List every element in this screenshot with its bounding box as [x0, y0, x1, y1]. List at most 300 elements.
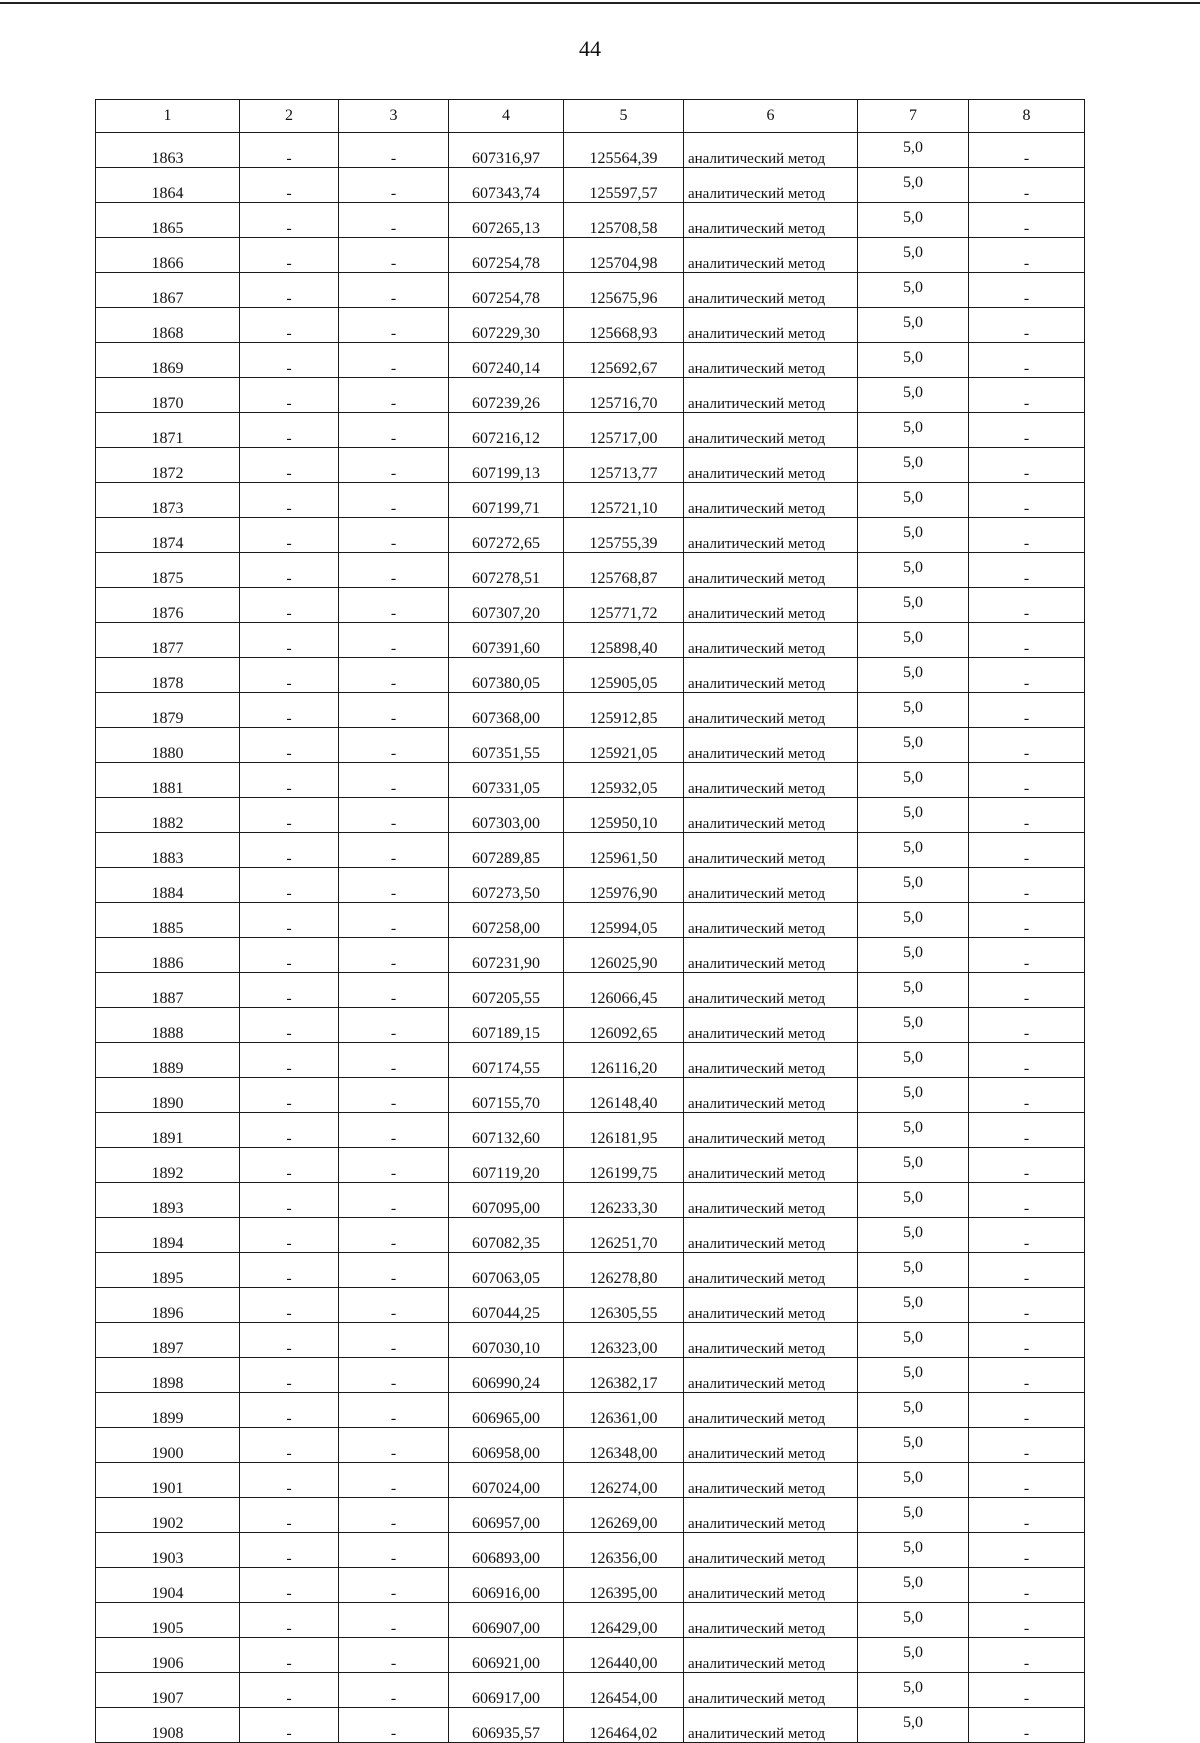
cell-col2: - [240, 1183, 339, 1218]
coordinate-x: 607189,15 [449, 1008, 564, 1043]
table-row [96, 693, 1085, 728]
accuracy: 5,0 [858, 588, 969, 623]
table-row [96, 1183, 1085, 1218]
coordinate-x: 607273,50 [449, 868, 564, 903]
table-row [96, 1428, 1085, 1463]
point-number: 1872 [96, 448, 240, 483]
accuracy: 5,0 [858, 1708, 969, 1743]
cell-col8: - [969, 728, 1085, 763]
coordinate-x: 606921,00 [449, 1638, 564, 1673]
method: аналитический метод [684, 658, 858, 693]
accuracy: 5,0 [858, 1183, 969, 1218]
coordinate-y: 125976,90 [564, 868, 684, 903]
coordinate-y: 125994,05 [564, 903, 684, 938]
cell-col3: - [339, 973, 449, 1008]
coordinate-y: 126305,55 [564, 1288, 684, 1323]
cell-col8: - [969, 1008, 1085, 1043]
point-number: 1898 [96, 1358, 240, 1393]
point-number: 1881 [96, 763, 240, 798]
cell-col8: - [969, 1043, 1085, 1078]
method: аналитический метод [684, 1288, 858, 1323]
point-number: 1885 [96, 903, 240, 938]
cell-col2: - [240, 868, 339, 903]
cell-col3: - [339, 623, 449, 658]
coordinate-y: 126274,00 [564, 1463, 684, 1498]
cell-col8: - [969, 658, 1085, 693]
coordinate-y: 125768,87 [564, 553, 684, 588]
table-row [96, 1463, 1085, 1498]
point-number: 1866 [96, 238, 240, 273]
cell-col3: - [339, 728, 449, 763]
coordinate-y: 126251,70 [564, 1218, 684, 1253]
method: аналитический метод [684, 763, 858, 798]
accuracy: 5,0 [858, 273, 969, 308]
cell-col8: - [969, 693, 1085, 728]
accuracy: 5,0 [858, 553, 969, 588]
table-row [96, 798, 1085, 833]
coordinate-x: 607258,00 [449, 903, 564, 938]
coordinate-x: 606965,00 [449, 1393, 564, 1428]
cell-col3: - [339, 1568, 449, 1603]
coordinate-x: 607216,12 [449, 413, 564, 448]
coordinate-x: 607343,74 [449, 168, 564, 203]
coordinates-table [95, 99, 1085, 1743]
cell-col3: - [339, 798, 449, 833]
accuracy: 5,0 [858, 378, 969, 413]
cell-col3: - [339, 1708, 449, 1743]
accuracy: 5,0 [858, 133, 969, 168]
method: аналитический метод [684, 1218, 858, 1253]
point-number: 1902 [96, 1498, 240, 1533]
coordinate-x: 607155,70 [449, 1078, 564, 1113]
cell-col8: - [969, 1533, 1085, 1568]
column-header: 5 [564, 100, 684, 133]
method: аналитический метод [684, 1078, 858, 1113]
cell-col3: - [339, 938, 449, 973]
point-number: 1865 [96, 203, 240, 238]
cell-col3: - [339, 763, 449, 798]
point-number: 1863 [96, 133, 240, 168]
method: аналитический метод [684, 1113, 858, 1148]
accuracy: 5,0 [858, 868, 969, 903]
coordinate-y: 125961,50 [564, 833, 684, 868]
column-header: 6 [684, 100, 858, 133]
method: аналитический метод [684, 1148, 858, 1183]
cell-col2: - [240, 1603, 339, 1638]
accuracy: 5,0 [858, 1218, 969, 1253]
cell-col3: - [339, 833, 449, 868]
coordinate-x: 607205,55 [449, 973, 564, 1008]
coordinate-x: 607380,05 [449, 658, 564, 693]
cell-col2: - [240, 1498, 339, 1533]
cell-col2: - [240, 1568, 339, 1603]
point-number: 1894 [96, 1218, 240, 1253]
coordinate-x: 607199,71 [449, 483, 564, 518]
table-row [96, 1568, 1085, 1603]
coordinate-x: 607119,20 [449, 1148, 564, 1183]
coordinate-y: 126199,75 [564, 1148, 684, 1183]
cell-col3: - [339, 553, 449, 588]
coordinate-y: 125755,39 [564, 518, 684, 553]
point-number: 1880 [96, 728, 240, 763]
coordinate-y: 126440,00 [564, 1638, 684, 1673]
cell-col2: - [240, 658, 339, 693]
method: аналитический метод [684, 693, 858, 728]
cell-col8: - [969, 448, 1085, 483]
table-row [96, 1043, 1085, 1078]
cell-col8: - [969, 833, 1085, 868]
cell-col8: - [969, 798, 1085, 833]
cell-col8: - [969, 903, 1085, 938]
accuracy: 5,0 [858, 1463, 969, 1498]
point-number: 1879 [96, 693, 240, 728]
cell-col2: - [240, 728, 339, 763]
cell-col3: - [339, 1463, 449, 1498]
accuracy: 5,0 [858, 1078, 969, 1113]
coordinate-x: 606958,00 [449, 1428, 564, 1463]
cell-col8: - [969, 518, 1085, 553]
coordinate-y: 126356,00 [564, 1533, 684, 1568]
method: аналитический метод [684, 343, 858, 378]
table-row [96, 238, 1085, 273]
method: аналитический метод [684, 1533, 858, 1568]
coordinate-x: 606990,24 [449, 1358, 564, 1393]
coordinate-y: 126066,45 [564, 973, 684, 1008]
accuracy: 5,0 [858, 1393, 969, 1428]
method: аналитический метод [684, 1673, 858, 1708]
cell-col3: - [339, 1008, 449, 1043]
method: аналитический метод [684, 728, 858, 763]
cell-col2: - [240, 1148, 339, 1183]
cell-col2: - [240, 308, 339, 343]
column-header: 4 [449, 100, 564, 133]
cell-col8: - [969, 1078, 1085, 1113]
coordinate-x: 607174,55 [449, 1043, 564, 1078]
cell-col2: - [240, 588, 339, 623]
accuracy: 5,0 [858, 623, 969, 658]
table-row [96, 973, 1085, 1008]
accuracy: 5,0 [858, 1603, 969, 1638]
accuracy: 5,0 [858, 1008, 969, 1043]
point-number: 1905 [96, 1603, 240, 1638]
coordinate-y: 126269,00 [564, 1498, 684, 1533]
cell-col3: - [339, 1393, 449, 1428]
method: аналитический метод [684, 238, 858, 273]
coordinate-x: 607229,30 [449, 308, 564, 343]
method: аналитический метод [684, 1568, 858, 1603]
cell-col2: - [240, 1708, 339, 1743]
method: аналитический метод [684, 798, 858, 833]
cell-col3: - [339, 1638, 449, 1673]
table-row [96, 1218, 1085, 1253]
method: аналитический метод [684, 938, 858, 973]
accuracy: 5,0 [858, 1253, 969, 1288]
cell-col8: - [969, 133, 1085, 168]
point-number: 1889 [96, 1043, 240, 1078]
accuracy: 5,0 [858, 1428, 969, 1463]
point-number: 1874 [96, 518, 240, 553]
cell-col3: - [339, 203, 449, 238]
cell-col3: - [339, 133, 449, 168]
accuracy: 5,0 [858, 973, 969, 1008]
cell-col3: - [339, 1323, 449, 1358]
method: аналитический метод [684, 1183, 858, 1218]
cell-col3: - [339, 273, 449, 308]
cell-col8: - [969, 763, 1085, 798]
table-row [96, 658, 1085, 693]
cell-col8: - [969, 308, 1085, 343]
cell-col2: - [240, 413, 339, 448]
accuracy: 5,0 [858, 1568, 969, 1603]
column-header: 3 [339, 100, 449, 133]
accuracy: 5,0 [858, 1323, 969, 1358]
cell-col8: - [969, 343, 1085, 378]
cell-col2: - [240, 903, 339, 938]
cell-col8: - [969, 1568, 1085, 1603]
point-number: 1900 [96, 1428, 240, 1463]
coordinate-x: 607254,78 [449, 273, 564, 308]
table-row [96, 343, 1085, 378]
cell-col2: - [240, 238, 339, 273]
method: аналитический метод [684, 168, 858, 203]
cell-col3: - [339, 1428, 449, 1463]
table-row [96, 1078, 1085, 1113]
method: аналитический метод [684, 623, 858, 658]
column-header: 8 [969, 100, 1085, 133]
cell-col8: - [969, 938, 1085, 973]
cell-col3: - [339, 1673, 449, 1708]
point-number: 1875 [96, 553, 240, 588]
accuracy: 5,0 [858, 308, 969, 343]
coordinate-y: 125912,85 [564, 693, 684, 728]
accuracy: 5,0 [858, 203, 969, 238]
cell-col3: - [339, 1253, 449, 1288]
coordinate-x: 607199,13 [449, 448, 564, 483]
point-number: 1869 [96, 343, 240, 378]
cell-col3: - [339, 1113, 449, 1148]
method: аналитический метод [684, 1708, 858, 1743]
cell-col3: - [339, 448, 449, 483]
coordinate-x: 607132,60 [449, 1113, 564, 1148]
coordinate-x: 607307,20 [449, 588, 564, 623]
table-row [96, 378, 1085, 413]
cell-col8: - [969, 553, 1085, 588]
cell-col2: - [240, 1218, 339, 1253]
coordinate-y: 125716,70 [564, 378, 684, 413]
cell-col8: - [969, 413, 1085, 448]
cell-col8: - [969, 168, 1085, 203]
cell-col2: - [240, 938, 339, 973]
method: аналитический метод [684, 1253, 858, 1288]
accuracy: 5,0 [858, 448, 969, 483]
method: аналитический метод [684, 1498, 858, 1533]
cell-col8: - [969, 1673, 1085, 1708]
accuracy: 5,0 [858, 693, 969, 728]
coordinate-y: 126148,40 [564, 1078, 684, 1113]
point-number: 1867 [96, 273, 240, 308]
accuracy: 5,0 [858, 903, 969, 938]
table-row [96, 623, 1085, 658]
accuracy: 5,0 [858, 238, 969, 273]
cell-col2: - [240, 1393, 339, 1428]
point-number: 1906 [96, 1638, 240, 1673]
cell-col2: - [240, 1463, 339, 1498]
cell-col3: - [339, 1218, 449, 1253]
cell-col8: - [969, 623, 1085, 658]
table-row [96, 413, 1085, 448]
cell-col2: - [240, 273, 339, 308]
accuracy: 5,0 [858, 1148, 969, 1183]
table-row [96, 1358, 1085, 1393]
coordinate-y: 126382,17 [564, 1358, 684, 1393]
top-border-line [0, 2, 1200, 4]
cell-col8: - [969, 588, 1085, 623]
table-row [96, 1708, 1085, 1743]
cell-col8: - [969, 1463, 1085, 1498]
cell-col8: - [969, 1358, 1085, 1393]
method: аналитический метод [684, 1393, 858, 1428]
cell-col3: - [339, 308, 449, 343]
table-row [96, 1253, 1085, 1288]
cell-col8: - [969, 1498, 1085, 1533]
cell-col2: - [240, 1428, 339, 1463]
table-row [96, 938, 1085, 973]
method: аналитический метод [684, 903, 858, 938]
coordinate-x: 607265,13 [449, 203, 564, 238]
table-row [96, 1323, 1085, 1358]
cell-col2: - [240, 623, 339, 658]
cell-col8: - [969, 483, 1085, 518]
coordinate-x: 607316,97 [449, 133, 564, 168]
cell-col8: - [969, 273, 1085, 308]
point-number: 1882 [96, 798, 240, 833]
cell-col3: - [339, 1358, 449, 1393]
coordinate-y: 125905,05 [564, 658, 684, 693]
point-number: 1895 [96, 1253, 240, 1288]
method: аналитический метод [684, 308, 858, 343]
coordinate-x: 606935,57 [449, 1708, 564, 1743]
coordinate-x: 606907,00 [449, 1603, 564, 1638]
cell-col3: - [339, 378, 449, 413]
cell-col8: - [969, 1218, 1085, 1253]
cell-col8: - [969, 238, 1085, 273]
point-number: 1873 [96, 483, 240, 518]
coordinate-y: 125675,96 [564, 273, 684, 308]
coordinate-y: 125564,39 [564, 133, 684, 168]
point-number: 1897 [96, 1323, 240, 1358]
accuracy: 5,0 [858, 1043, 969, 1078]
point-number: 1901 [96, 1463, 240, 1498]
column-header: 1 [96, 100, 240, 133]
point-number: 1884 [96, 868, 240, 903]
cell-col8: - [969, 1288, 1085, 1323]
cell-col3: - [339, 1533, 449, 1568]
cell-col8: - [969, 1323, 1085, 1358]
accuracy: 5,0 [858, 518, 969, 553]
accuracy: 5,0 [858, 798, 969, 833]
method: аналитический метод [684, 1358, 858, 1393]
coordinate-x: 607272,65 [449, 518, 564, 553]
cell-col3: - [339, 1043, 449, 1078]
cell-col2: - [240, 203, 339, 238]
column-header: 7 [858, 100, 969, 133]
point-number: 1876 [96, 588, 240, 623]
cell-col2: - [240, 833, 339, 868]
method: аналитический метод [684, 973, 858, 1008]
coordinate-x: 607351,55 [449, 728, 564, 763]
accuracy: 5,0 [858, 168, 969, 203]
cell-col8: - [969, 1183, 1085, 1218]
point-number: 1893 [96, 1183, 240, 1218]
cell-col2: - [240, 1008, 339, 1043]
coordinate-y: 125597,57 [564, 168, 684, 203]
table-header-row [96, 100, 1085, 133]
coordinate-y: 125692,67 [564, 343, 684, 378]
coordinate-y: 126429,00 [564, 1603, 684, 1638]
cell-col2: - [240, 973, 339, 1008]
cell-col8: - [969, 1603, 1085, 1638]
point-number: 1903 [96, 1533, 240, 1568]
cell-col2: - [240, 448, 339, 483]
table-row [96, 1288, 1085, 1323]
cell-col3: - [339, 588, 449, 623]
cell-col2: - [240, 343, 339, 378]
coordinate-x: 607303,00 [449, 798, 564, 833]
point-number: 1908 [96, 1708, 240, 1743]
table-row [96, 1603, 1085, 1638]
coordinate-x: 607024,00 [449, 1463, 564, 1498]
cell-col2: - [240, 1358, 339, 1393]
cell-col3: - [339, 903, 449, 938]
cell-col2: - [240, 133, 339, 168]
table-row [96, 133, 1085, 168]
table-row [96, 553, 1085, 588]
coordinate-x: 607331,05 [449, 763, 564, 798]
coordinate-y: 125898,40 [564, 623, 684, 658]
point-number: 1864 [96, 168, 240, 203]
table-row [96, 1533, 1085, 1568]
table-row [96, 483, 1085, 518]
coordinate-x: 607231,90 [449, 938, 564, 973]
point-number: 1878 [96, 658, 240, 693]
table-row [96, 728, 1085, 763]
table-row [96, 1113, 1085, 1148]
cell-col2: - [240, 518, 339, 553]
table-row [96, 448, 1085, 483]
cell-col2: - [240, 378, 339, 413]
method: аналитический метод [684, 518, 858, 553]
coordinate-x: 607289,85 [449, 833, 564, 868]
cell-col2: - [240, 483, 339, 518]
cell-col2: - [240, 1638, 339, 1673]
coordinate-y: 125721,10 [564, 483, 684, 518]
cell-col2: - [240, 1078, 339, 1113]
cell-col2: - [240, 693, 339, 728]
cell-col2: - [240, 1253, 339, 1288]
cell-col2: - [240, 1673, 339, 1708]
point-number: 1868 [96, 308, 240, 343]
coordinate-x: 607368,00 [449, 693, 564, 728]
cell-col2: - [240, 168, 339, 203]
coordinate-y: 125932,05 [564, 763, 684, 798]
point-number: 1883 [96, 833, 240, 868]
cell-col3: - [339, 1183, 449, 1218]
coordinate-y: 125708,58 [564, 203, 684, 238]
point-number: 1899 [96, 1393, 240, 1428]
method: аналитический метод [684, 1603, 858, 1638]
coordinate-y: 125668,93 [564, 308, 684, 343]
coordinate-y: 125717,00 [564, 413, 684, 448]
